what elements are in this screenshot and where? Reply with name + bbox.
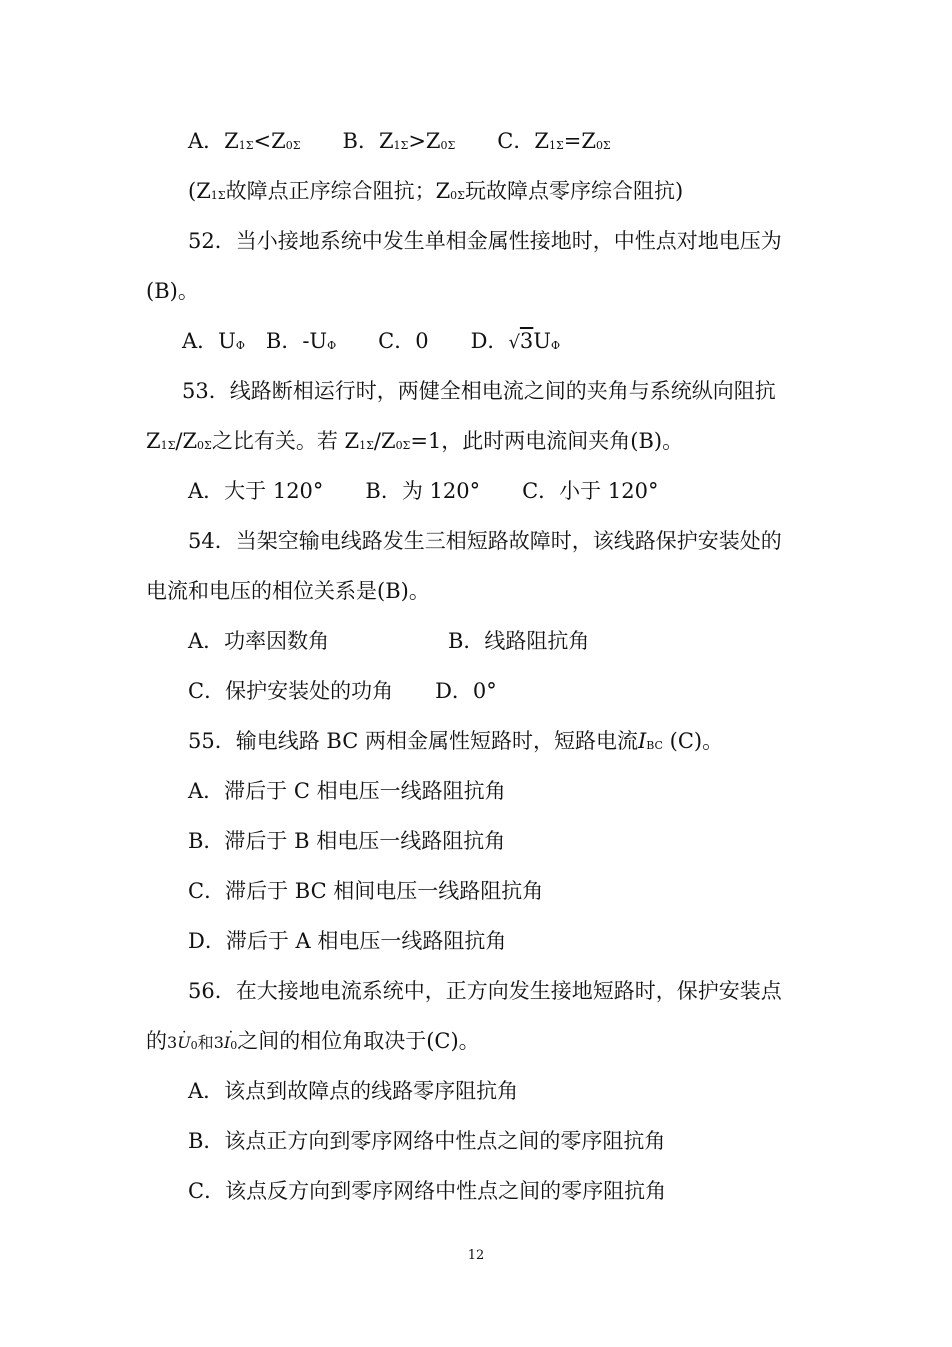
option-line: C．保护安装处的功角 D．0° (188, 679, 497, 703)
question-56-cont: 的3˙ $U_0$和3˙ $I_0$之间的相位角取决于(C)。 (146, 1026, 480, 1058)
note-line: ($Z_{1\Sigma}$故障点正序综合阻抗；$Z_{0\Sigma}$玩故障点零序综合阻抗) (188, 179, 684, 203)
question-52-cont: (B)。 (146, 279, 199, 303)
option-b: B．滞后于 B 相电压一线路阻抗角 (188, 829, 506, 853)
sqrt-icon: √ (508, 332, 520, 353)
option-c: C．该点反方向到零序网络中性点之间的零序阻抗角 (188, 1179, 667, 1203)
question-53: 53．线路断相运行时，两健全相电流之间的夹角与系统纵向阻抗 (182, 379, 776, 403)
option-b: B．线路阻抗角 (448, 629, 590, 653)
option-a: A．功率因数角 (188, 629, 330, 653)
option-d: D．滞后于 A 相电压一线路阻抗角 (188, 929, 507, 953)
question-56: 56．在大接地电流系统中，正方向发生接地短路时，保护安装点 (188, 979, 782, 1003)
question-55: 55．输电线路 BC 两相金属性短路时，短路电流IBC (C)。 (188, 729, 724, 753)
option-line: A．$U_\Phi$ B．$-U_\Phi$ C．0 D．$√3U_\Phi$ (182, 329, 561, 353)
question-54: 54．当架空输电线路发生三相短路故障时，该线路保护安装处的 (188, 529, 782, 553)
question-53-cont: $Z_{1\Sigma}/Z_{0\Sigma}$之比有关。若 $Z_{1\Sigma}/Z_{0\Sigma}=1$，此时两电流间夹角(B)。 (146, 429, 684, 453)
option-c: C．滞后于 BC 相间电压一线路阻抗角 (188, 879, 544, 903)
page-number: 12 (467, 1248, 485, 1263)
option-a: A．滞后于 C 相电压一线路阻抗角 (188, 779, 506, 803)
option-a: A．该点到故障点的线路零序阻抗角 (188, 1079, 519, 1103)
question-54-cont: 电流和电压的相位关系是(B)。 (146, 579, 430, 603)
option-line: A．$Z_{1\Sigma}<Z_{0\Sigma}$ B．$Z_{1\Sigma}>Z_{0\Sigma}$ C．$Z_{1\Sigma}=Z_{0\Sigma}$ (188, 129, 611, 153)
option-line: A．大于 120° B．为 120° C．小于 120° (188, 479, 659, 503)
question-52: 52．当小接地系统中发生单相金属性接地时，中性点对地电压为 (188, 229, 782, 253)
option-b: B．该点正方向到零序网络中性点之间的零序阻抗角 (188, 1129, 666, 1153)
